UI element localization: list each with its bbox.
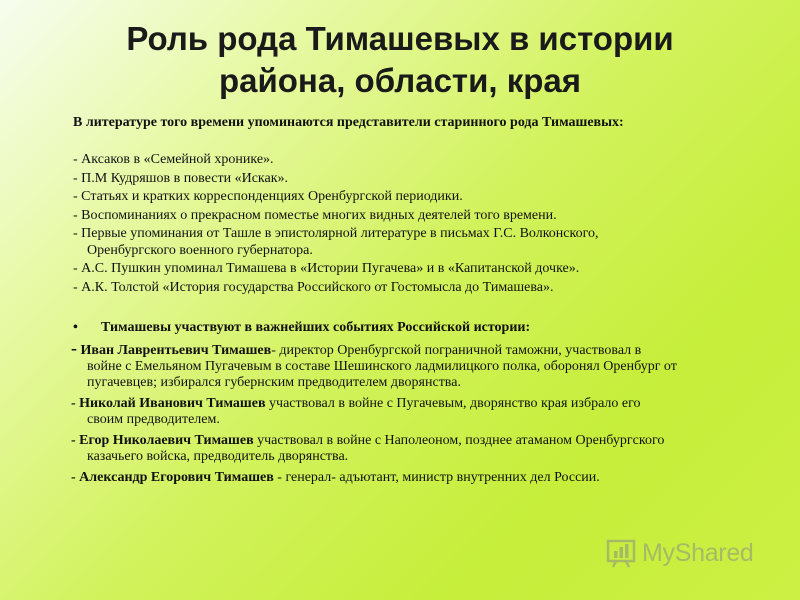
list-item xyxy=(73,208,713,225)
dash-marker: - xyxy=(71,433,80,448)
slide-title-line2: района, области, края xyxy=(218,62,582,99)
person-name: Александр Егорович Тимашев xyxy=(79,470,274,485)
bullet-icon: • xyxy=(73,320,78,335)
dash-marker: - xyxy=(71,396,80,411)
person-entry xyxy=(71,396,731,428)
slide-title xyxy=(0,18,800,102)
list-item xyxy=(73,226,713,259)
literature-list xyxy=(73,152,713,298)
list-item-text: - Первые упоминания от Ташле в эпистолярной литературе в письмах Г.С. Волконского, xyxy=(73,226,599,241)
dash-marker: - xyxy=(71,338,77,358)
person-description-cont: своим предводителем. xyxy=(87,412,220,427)
list-item xyxy=(73,280,713,297)
slide-title-line1: Роль рода Тимашевых в истории xyxy=(126,20,674,57)
intro-text: В литературе того времени упоминаются представители старинного рода Тимашевых: xyxy=(73,115,624,130)
person-name: Иван Лаврентьевич Тимашев xyxy=(80,343,272,358)
section-heading xyxy=(73,319,773,336)
list-item-text: - П.М Кудряшов в повести «Искак». xyxy=(73,170,289,186)
list-item-text: - А.К. Толстой «История государства Российского от Гостомысла до Тимашева». xyxy=(73,279,554,295)
person-description-cont: войне с Емельяном Пугачевым в составе Шешинского ладмилицкого полка, оборонял Оренбург от пугачевцев; избирался губернским предводителем дворянства. xyxy=(87,359,677,390)
myshared-watermark[interactable] xyxy=(606,535,776,571)
person-entry xyxy=(71,470,731,486)
person-description-cont: казачьего войска, предводитель дворянства. xyxy=(87,449,349,464)
list-item-text: - Статьях и кратких корреспонденциях Оренбургской периодики. xyxy=(73,189,463,204)
person-name: Николай Иванович Тимашев xyxy=(79,396,266,411)
list-item-continuation: Оренбургского военного губернатора. xyxy=(87,242,313,258)
list-item-text: - А.С. Пушкин упоминал Тимашева в «Истории Пугачева» и в «Капитанской дочке». xyxy=(73,261,580,276)
person-description: - директор Оренбургской пограничной таможни, участвовал в xyxy=(271,343,642,358)
person-name: Егор Николаевич Тимашев xyxy=(79,433,254,448)
person-description: участвовал в войне с Наполеоном, позднее атаманом Оренбургского xyxy=(253,433,665,448)
person-entry xyxy=(71,340,731,391)
list-item-text: - Аксаков в «Семейной хронике». xyxy=(73,152,274,167)
section-heading-text: Тимашевы участвуют в важнейших событиях Российской истории: xyxy=(101,320,531,335)
list-item xyxy=(73,171,713,188)
person-entry xyxy=(71,433,731,465)
list-item xyxy=(73,261,713,278)
person-description: - генерал- адъютант, министр внутренних дел России. xyxy=(273,470,600,485)
dash-marker: - xyxy=(71,470,80,485)
people-list xyxy=(71,340,731,491)
list-item xyxy=(73,189,713,206)
list-item xyxy=(73,152,713,169)
person-description: участвовал в войне с Пугачевым, дворянство края избрало его xyxy=(265,396,641,411)
watermark-text: MyShared xyxy=(642,538,754,567)
bar-chart-icon xyxy=(606,537,638,569)
list-item-text: - Воспоминаниях о прекрасном поместье многих видных деятелей того времени. xyxy=(73,207,557,223)
